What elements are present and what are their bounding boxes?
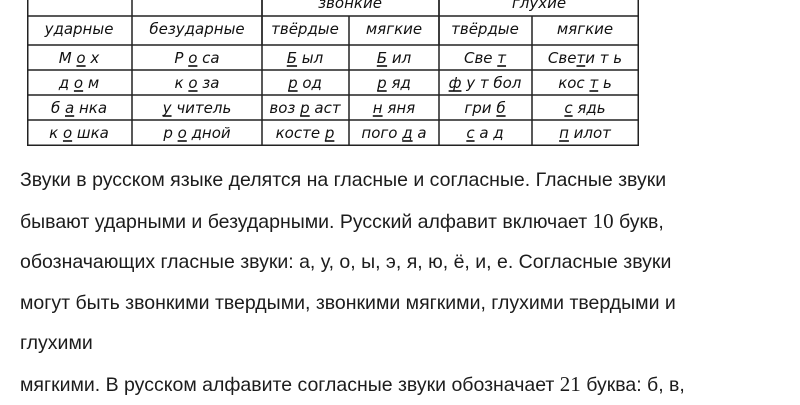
paragraph-line: Звуки в русском языке делятся на гласные и согласные. Гласные звуки (20, 160, 795, 201)
table-cell-word: Б ил (377, 49, 412, 67)
voiceless-group-header: глухие (512, 0, 566, 12)
column-header: мягкие (557, 20, 613, 38)
table-cell-word: с а д (466, 124, 503, 142)
column-header: ударные (44, 20, 114, 38)
table-cell-word: гри б (464, 99, 505, 117)
table-column-headers (44, 20, 614, 38)
table-cell-word: р од (287, 74, 322, 92)
table-cell-word: р о дной (162, 124, 231, 142)
table-cell-word: д о м (58, 74, 99, 92)
paragraph-text: буква: б, в, (581, 374, 685, 396)
voiced-group-header: звонкие (318, 0, 382, 12)
paragraph-line: глухими (20, 323, 795, 364)
paragraph-line: обозначающих гласные звуки: а, у, о, ы, э, я, ю, ё, и, е. Согласные звуки (20, 242, 795, 283)
table-cell-word: ф у т бол (449, 74, 522, 92)
sound-classification-table (27, 0, 639, 146)
paragraph-line (20, 201, 795, 243)
paragraph-line: могут быть звонкими твердыми, звонкими мягкими, глухими твердыми и (20, 283, 795, 324)
table-cell-word: р яд (376, 74, 411, 92)
table-cell-word: Свети т ь (548, 49, 622, 67)
column-header: твёрдые (271, 20, 339, 38)
table-cell-word: у читель (162, 99, 232, 117)
paragraph-text: мягкими. В русском алфавите согласные звуки обозначает (20, 374, 560, 396)
table-cell-word: Све т (464, 49, 507, 67)
table-cell-word: воз р аст (269, 99, 341, 117)
table-cell-word: с ядь (564, 99, 605, 117)
explanation-paragraph (20, 160, 795, 405)
column-header: безударные (149, 20, 244, 38)
table-cell-word: пого д а (361, 124, 426, 142)
column-header: твёрдые (451, 20, 519, 38)
table-cell-word: М о х (59, 49, 100, 67)
vowel-letter-count: 10 (593, 209, 614, 233)
column-header: мягкие (366, 20, 422, 38)
table-cell-word: кос т ь (558, 74, 612, 92)
paragraph-text: бывают ударными и безударными. Русский алфавит включает (20, 211, 593, 233)
table-group-headers (318, 0, 566, 12)
table-cell-word: н яня (373, 99, 415, 117)
table-cell-word: к о за (175, 74, 220, 92)
consonant-letter-count: 21 (560, 372, 581, 396)
table-cell-word: б а нка (51, 99, 107, 117)
paragraph-text: букв, (614, 211, 664, 233)
table-cell-word: к о шка (49, 124, 109, 142)
table-cell-word: п илот (559, 124, 612, 142)
table-cell-word: Р о са (174, 49, 219, 67)
paragraph-line (20, 364, 795, 405)
table-cell-word: Б ыл (287, 49, 324, 67)
table-cell-word: косте р (276, 124, 335, 142)
